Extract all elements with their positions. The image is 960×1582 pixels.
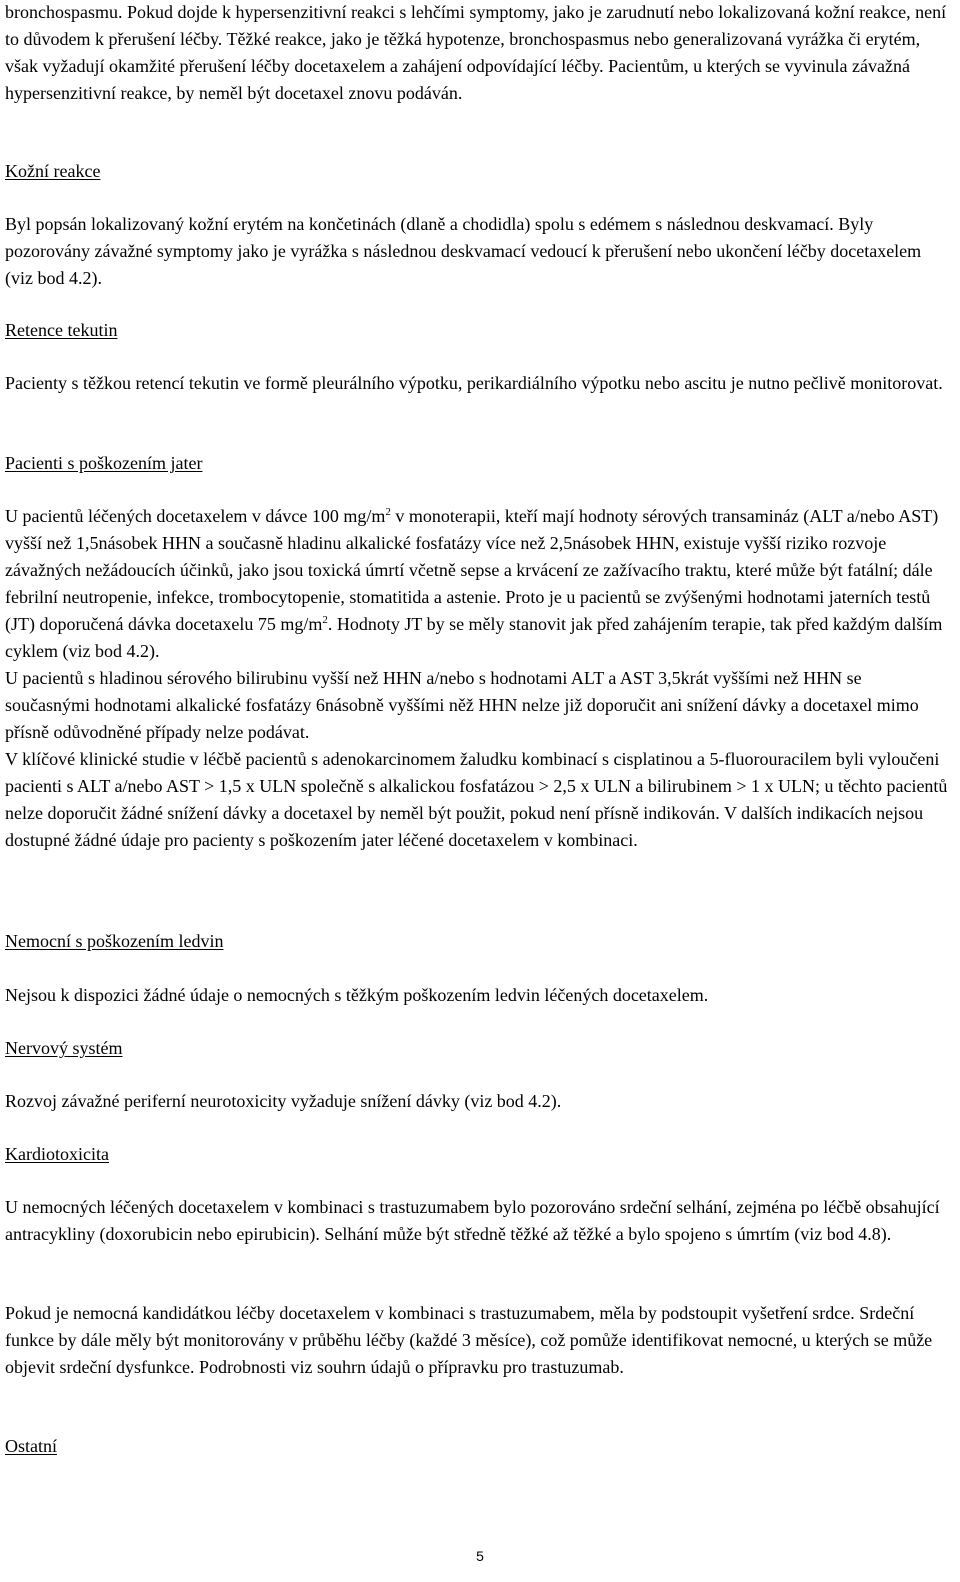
liver-text-b: v monoterapii, kteří mají hodnoty sérových transamináz (ALT a/nebo AST) vyšší než 1,5násobek HHN a současně hladinu alkalické fosfatázy více než 2,5násobek HHN, existuje vyšší riziko rozvoje závažných nežádoucích účinků, jako jsou toxická úmrtí včetně sepse a krvácení ze zažívacího traktu, které může být fatální; dále febrilní neutropenie, infekce, trombocytopenie, stomatitida a astenie. Proto je u pacientů se zvýšenými hodnotami jaterních testů (JT) doporučená dávka docetaxelu 75 mg/m (5, 506, 939, 634)
heading-liver-impairment: Pacienti s poškozením jater (5, 453, 203, 473)
superscript-2: 2 (385, 506, 391, 518)
heading-nervous-system: Nervový systém (5, 1038, 123, 1058)
liver-section (5, 503, 950, 854)
page-number: 5 (476, 1548, 484, 1564)
liver-paragraph-2: U pacientů s hladinou sérového bilirubinu vyšší než HHN a/nebo s hodnotami ALT a AST 3,5krát vyššími než HHN se současnými hodnotami alkalické fosfatázy 6násobně vyššími něž HHN nelze již doporučit ani snížení dávky a docetaxel mimo přísně odůvodněné případy nelze podávat. (5, 668, 919, 742)
heading-cardiotoxicity: Kardiotoxicita (5, 1144, 109, 1164)
liver-paragraph-3: V klíčové klinické studie v léčbě pacientů s adenokarcinomem žaludku kombinací s cisplatinou a 5-fluorouracilem byli vyloučeni pacienti s ALT a/nebo AST > 1,5 x ULN společně s alkalickou fosfatázou > 2,5 x ULN a bilirubinem > 1 x ULN; u těchto pacientů nelze doporučit žádné snížení dávky a docetaxel by neměl být použit, pokud není přísně indikován. V dalších indikacích nejsou dostupné žádné údaje pro pacienty s poškozením jater léčené docetaxelem v kombinaci. (5, 749, 948, 850)
liver-paragraph-1 (5, 503, 950, 665)
nervous-system-paragraph: Rozvoj závažné periferní neurotoxicity vyžaduje snížení dávky (viz bod 4.2). (5, 1091, 562, 1111)
heading-other: Ostatní (5, 1436, 57, 1456)
hypersensitivity-paragraph: bronchospasmu. Pokud dojde k hypersenzitivní reakci s lehčími symptomy, jako je zarudnutí nebo lokalizovaná kožní reakce, není to důvodem k přerušení léčby. Těžké reakce, jako je těžká hypotenze, bronchospasmus nebo generalizovaná vyrážka či erytém, však vyžadují okamžité přerušení léčby docetaxelem a zahájení odpovídající léčby. Pacientům, u kterých se vyvinula závažná hypersenzitivní reakce, by neměl být docetaxel znovu podáván. (5, 2, 947, 103)
cardiotoxicity-paragraph-1: U nemocných léčených docetaxelem v kombinaci s trastuzumabem bylo pozorováno srdeční selhání, zejména po léčbě obsahující antracykliny (doxorubicin nebo epirubicin). Selhání může být středně těžké až těžké a bylo spojeno s úmrtím (viz bod 4.8). (5, 1197, 940, 1244)
heading-kidney-impairment: Nemocní s poškozením ledvin (5, 931, 224, 951)
heading-skin-reactions: Kožní reakce (5, 161, 101, 181)
heading-fluid-retention: Retence tekutin (5, 320, 118, 340)
liver-text-c: . Hodnoty JT by se měly stanovit jak před zahájením terapie, tak před každým dalším cyklem (viz bod 4.2). (5, 614, 943, 661)
skin-reactions-paragraph: Byl popsán lokalizovaný kožní erytém na končetinách (dlaně a chodidla) spolu s edémem s následnou deskvamací. Byly pozorovány závažné symptomy jako je vyrážka s následnou deskvamací vedoucí k přerušení nebo ukončení léčby docetaxelem (viz bod 4.2). (5, 214, 922, 288)
cardiotoxicity-paragraph-2: Pokud je nemocná kandidátkou léčby docetaxelem v kombinaci s trastuzumabem, měla by podstoupit vyšetření srdce. Srdeční funkce by dále měly být monitorovány v průběhu léčby (každé 3 měsíce), což pomůže identifikovat nemocné, u kterých se může objevit srdeční dysfunkce. Podrobnosti viz souhrn údajů o přípravku pro trastuzumab. (5, 1303, 933, 1377)
superscript-2: 2 (322, 614, 328, 626)
liver-text-a: U pacientů léčených docetaxelem v dávce 100 mg/m (5, 506, 386, 526)
fluid-retention-paragraph: Pacienty s těžkou retencí tekutin ve formě pleurálního výpotku, perikardiálního výpotku nebo ascitu je nutno pečlivě monitorovat. (5, 373, 943, 393)
kidney-paragraph: Nejsou k dispozici žádné údaje o nemocných s těžkým poškozením ledvin léčených docetaxelem. (5, 985, 709, 1005)
